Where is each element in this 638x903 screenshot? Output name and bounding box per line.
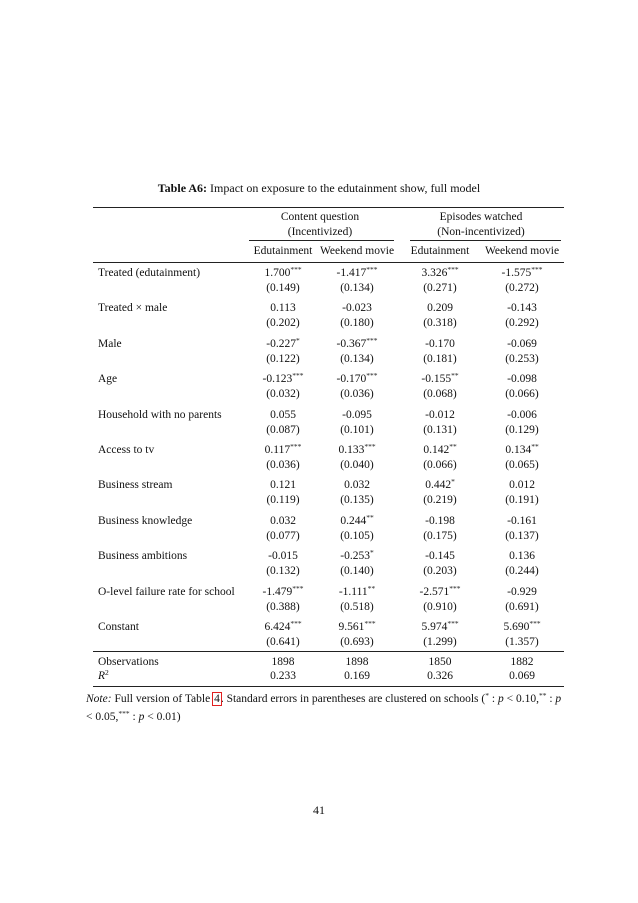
significance-stars: ***	[290, 265, 302, 274]
coefficient-cell	[477, 301, 567, 315]
coefficient-cell	[477, 620, 567, 634]
coefficient-value: -1.575	[501, 267, 532, 279]
coefficient-cell	[312, 620, 402, 634]
standard-error-cell: (0.132)	[266, 565, 300, 578]
coefficient-cell	[395, 585, 485, 599]
note-star-2: **	[538, 691, 547, 700]
coefficient-cell	[312, 372, 402, 386]
stat-value: 1850	[428, 656, 452, 668]
row-label: Business knowledge	[98, 514, 193, 527]
standard-error-cell: (0.105)	[340, 529, 374, 542]
standard-error-cell: (1.357)	[505, 636, 539, 648]
significance-stars: *	[369, 548, 374, 558]
significance-stars: ***	[529, 619, 541, 628]
coefficient-value: -0.095	[342, 408, 372, 421]
top-rule	[93, 207, 564, 208]
coefficient-cell	[477, 408, 567, 422]
stat-value: 0.233	[270, 670, 296, 682]
coefficient-value: 0.133	[338, 444, 365, 456]
coefficient-cell	[395, 337, 485, 351]
coefficient-value: -0.170	[425, 337, 455, 350]
standard-error-cell: (0.180)	[340, 317, 374, 330]
coefficient-cell	[312, 266, 402, 280]
coefficient-value: -0.143	[507, 302, 537, 315]
coefficient-value: -2.571	[419, 585, 450, 598]
coefficient-value: 0.134	[505, 444, 532, 456]
coefficient-cell	[395, 443, 485, 457]
row-label: Business stream	[98, 479, 173, 492]
stat-label-sup: 2	[105, 668, 109, 677]
coefficient-cell	[477, 514, 567, 528]
coefficient-cell	[477, 549, 567, 563]
significance-stars: ***	[366, 335, 378, 345]
coefficient-value: -0.367	[336, 337, 367, 350]
bottom-rule	[93, 686, 564, 687]
significance-stars: ***	[290, 619, 302, 628]
column-header: Edutainment	[253, 245, 313, 257]
coefficient-cell	[395, 372, 485, 386]
row-label: Business ambitions	[98, 550, 188, 563]
significance-stars: **	[449, 442, 457, 451]
significance-stars: ***	[447, 265, 459, 274]
note-star-1: *	[485, 691, 489, 700]
coefficient-value: -0.253	[340, 550, 370, 563]
group-subtitle: (Incentivized)	[287, 226, 353, 238]
standard-error-cell: (0.129)	[505, 423, 539, 436]
standard-error-cell: (0.292)	[505, 317, 539, 330]
table-note	[86, 690, 566, 726]
significance-stars: ***	[290, 442, 302, 451]
significance-stars: **	[367, 583, 376, 593]
coefficient-value: -0.145	[425, 550, 455, 563]
stat-value: 1898	[271, 656, 295, 668]
coefficient-cell	[395, 549, 485, 563]
standard-error-cell: (0.691)	[505, 600, 539, 613]
standard-error-cell: (0.131)	[423, 423, 457, 436]
row-label: O-level failure rate for school	[98, 585, 235, 598]
coefficient-value: 0.032	[270, 514, 296, 527]
row-label: Treated × male	[98, 302, 168, 315]
row-label: Male	[98, 337, 122, 350]
coefficient-value: -0.023	[342, 302, 372, 315]
coefficient-cell	[477, 478, 567, 492]
coefficient-value: 0.113	[270, 302, 296, 315]
coefficient-value: -0.123	[262, 373, 293, 386]
significance-stars: ***	[449, 583, 461, 593]
standard-error-cell: (0.272)	[505, 282, 539, 294]
note-pre: Full version of Table	[114, 693, 211, 705]
coefficient-value: 0.209	[427, 302, 453, 315]
standard-error-cell: (0.137)	[505, 529, 539, 542]
coefficient-value: 5.690	[503, 621, 530, 633]
coefficient-cell	[477, 372, 567, 386]
page-number: 41	[313, 803, 325, 817]
standard-error-cell: (0.244)	[505, 565, 539, 578]
column-header: Weekend movie	[484, 245, 560, 257]
significance-stars: ***	[292, 583, 304, 593]
note-m1: :	[489, 693, 498, 705]
coefficient-value: 1.700	[264, 267, 291, 279]
standard-error-cell: (0.134)	[340, 352, 374, 365]
significance-stars: ***	[366, 265, 378, 274]
note-p2: p	[555, 693, 562, 705]
note-m2: :	[546, 693, 556, 705]
coefficient-cell	[312, 408, 402, 422]
group-subtitle: (Non-incentivized)	[437, 226, 525, 238]
standard-error-cell: (0.149)	[266, 282, 300, 294]
standard-error-cell: (0.175)	[423, 529, 457, 542]
coefficient-value: -1.417	[336, 267, 367, 279]
stat-value: 0.326	[427, 670, 453, 682]
standard-error-cell: (0.101)	[340, 423, 374, 436]
note-star-3: ***	[118, 709, 130, 718]
significance-stars: ***	[364, 442, 376, 451]
standard-error-cell: (0.253)	[505, 352, 539, 365]
note-lt3: < 0.01)	[144, 711, 181, 723]
coefficient-cell	[395, 301, 485, 315]
coefficient-value: 0.055	[270, 408, 296, 421]
significance-stars: **	[451, 371, 459, 381]
coefficient-value: 0.012	[509, 479, 535, 492]
note-lt2: < 0.05,	[86, 711, 119, 723]
standard-error-cell: (0.040)	[340, 459, 374, 471]
stat-value: 0.169	[344, 670, 370, 682]
coefficient-value: 0.032	[344, 479, 370, 492]
standard-error-cell: (0.077)	[266, 529, 300, 542]
coefficient-value: -0.198	[425, 514, 455, 527]
table-label: Table A6:	[157, 181, 208, 195]
significance-stars: *	[451, 477, 455, 487]
coefficient-value: 3.326	[421, 267, 448, 279]
note-post: . Standard errors in parentheses are clustered on schools (	[220, 693, 486, 705]
coefficient-value: 5.974	[421, 621, 448, 633]
stat-label	[98, 669, 109, 683]
coefficient-value: -0.012	[425, 408, 455, 421]
row-label: Treated (edutainment)	[98, 267, 201, 279]
standard-error-cell: (1.299)	[423, 636, 457, 648]
coefficient-value: -0.155	[421, 373, 452, 386]
standard-error-cell: (0.202)	[266, 317, 300, 330]
coefficient-value: -0.161	[507, 514, 537, 527]
table-caption	[0, 181, 638, 195]
coefficient-cell	[395, 266, 485, 280]
significance-stars: ***	[366, 371, 378, 381]
coefficient-cell	[477, 443, 567, 457]
coefficient-cell	[312, 514, 402, 528]
stat-label	[98, 655, 159, 669]
standard-error-cell: (0.036)	[340, 388, 374, 401]
significance-stars: ***	[447, 619, 459, 628]
standard-error-cell: (0.388)	[266, 600, 300, 613]
significance-stars: ***	[364, 619, 376, 628]
standard-error-cell: (0.068)	[423, 388, 457, 401]
coefficient-value: 0.244	[340, 514, 367, 527]
column-header: Weekend movie	[319, 245, 395, 257]
coefficient-value: -0.015	[268, 550, 298, 563]
standard-error-cell: (0.119)	[266, 494, 300, 507]
row-label: Constant	[98, 621, 139, 633]
significance-stars: **	[531, 442, 539, 451]
standard-error-cell: (0.181)	[423, 352, 457, 365]
coefficient-value: -0.098	[507, 373, 537, 386]
coefficient-cell	[312, 301, 402, 315]
coefficient-cell	[477, 585, 567, 599]
note-p1: p	[497, 693, 504, 705]
standard-error-cell: (0.134)	[340, 282, 374, 294]
group-title: Episodes watched	[439, 211, 523, 223]
note-lt1: < 0.10,	[503, 693, 539, 705]
coefficient-value: 0.121	[270, 479, 296, 492]
row-label: Household with no parents	[98, 408, 222, 421]
table-reference-link[interactable]: 4	[214, 693, 220, 705]
stat-value: 1898	[345, 656, 369, 668]
standard-error-cell: (0.065)	[505, 459, 539, 471]
table-title: Impact on exposure to the edutainment show, full model	[210, 181, 481, 195]
coefficient-cell	[477, 266, 567, 280]
standard-error-cell: (0.271)	[423, 282, 457, 294]
stats-rule	[93, 651, 564, 652]
coefficient-value: -0.227	[266, 337, 296, 350]
significance-stars: *	[295, 335, 300, 345]
coefficient-value: -0.170	[336, 373, 367, 386]
standard-error-cell: (0.087)	[266, 423, 300, 436]
standard-error-cell: (0.032)	[266, 388, 300, 401]
stat-value: 1882	[510, 656, 534, 668]
coefficient-value: 0.142	[423, 444, 450, 456]
standard-error-cell: (0.219)	[423, 494, 457, 507]
coefficient-cell	[395, 408, 485, 422]
standard-error-cell: (0.641)	[266, 636, 300, 648]
stat-label-text: R	[98, 670, 106, 682]
coefficient-cell	[312, 585, 402, 599]
coefficient-value: -0.069	[507, 337, 537, 350]
standard-error-cell: (0.140)	[340, 565, 374, 578]
standard-error-cell: (0.036)	[266, 459, 300, 471]
coefficient-cell	[312, 549, 402, 563]
coefficient-value: 0.117	[264, 444, 291, 456]
coefficient-value: -1.479	[262, 585, 293, 598]
stat-label-text: Observations	[98, 656, 159, 668]
standard-error-cell: (0.693)	[340, 636, 374, 648]
standard-error-cell: (0.135)	[340, 494, 374, 507]
group-underline	[249, 240, 394, 241]
significance-stars: ***	[531, 265, 543, 274]
standard-error-cell: (0.066)	[505, 388, 539, 401]
standard-error-cell: (0.191)	[505, 494, 539, 507]
coefficient-value: -0.929	[507, 585, 537, 598]
note-label: Note:	[86, 693, 112, 705]
coefficient-cell	[312, 443, 402, 457]
standard-error-cell: (0.203)	[423, 565, 457, 578]
coefficient-cell	[312, 337, 402, 351]
coefficient-cell	[395, 620, 485, 634]
coefficient-cell	[477, 337, 567, 351]
standard-error-cell: (0.122)	[266, 352, 300, 365]
row-label: Age	[98, 373, 118, 386]
coefficient-value: 0.442	[425, 479, 452, 492]
note-m3: :	[129, 711, 139, 723]
group-underline	[410, 240, 561, 241]
coefficient-value: 9.561	[338, 621, 365, 633]
standard-error-cell: (0.910)	[423, 600, 457, 613]
significance-stars: ***	[292, 371, 304, 381]
coefficient-cell	[312, 478, 402, 492]
coefficient-value: 6.424	[264, 621, 291, 633]
header-rule	[93, 262, 564, 263]
column-header: Edutainment	[410, 245, 470, 257]
stat-value: 0.069	[509, 670, 535, 682]
coefficient-value: 0.136	[509, 550, 535, 563]
coefficient-value: -1.111	[338, 585, 368, 598]
group-title: Content question	[280, 211, 360, 223]
row-label: Access to tv	[98, 444, 155, 456]
standard-error-cell: (0.318)	[423, 317, 457, 330]
note-p3: p	[138, 711, 145, 723]
coefficient-cell	[395, 514, 485, 528]
significance-stars: **	[366, 512, 374, 522]
standard-error-cell: (0.066)	[423, 459, 457, 471]
coefficient-value: -0.006	[507, 408, 537, 421]
coefficient-cell	[395, 478, 485, 492]
standard-error-cell: (0.518)	[340, 600, 374, 613]
